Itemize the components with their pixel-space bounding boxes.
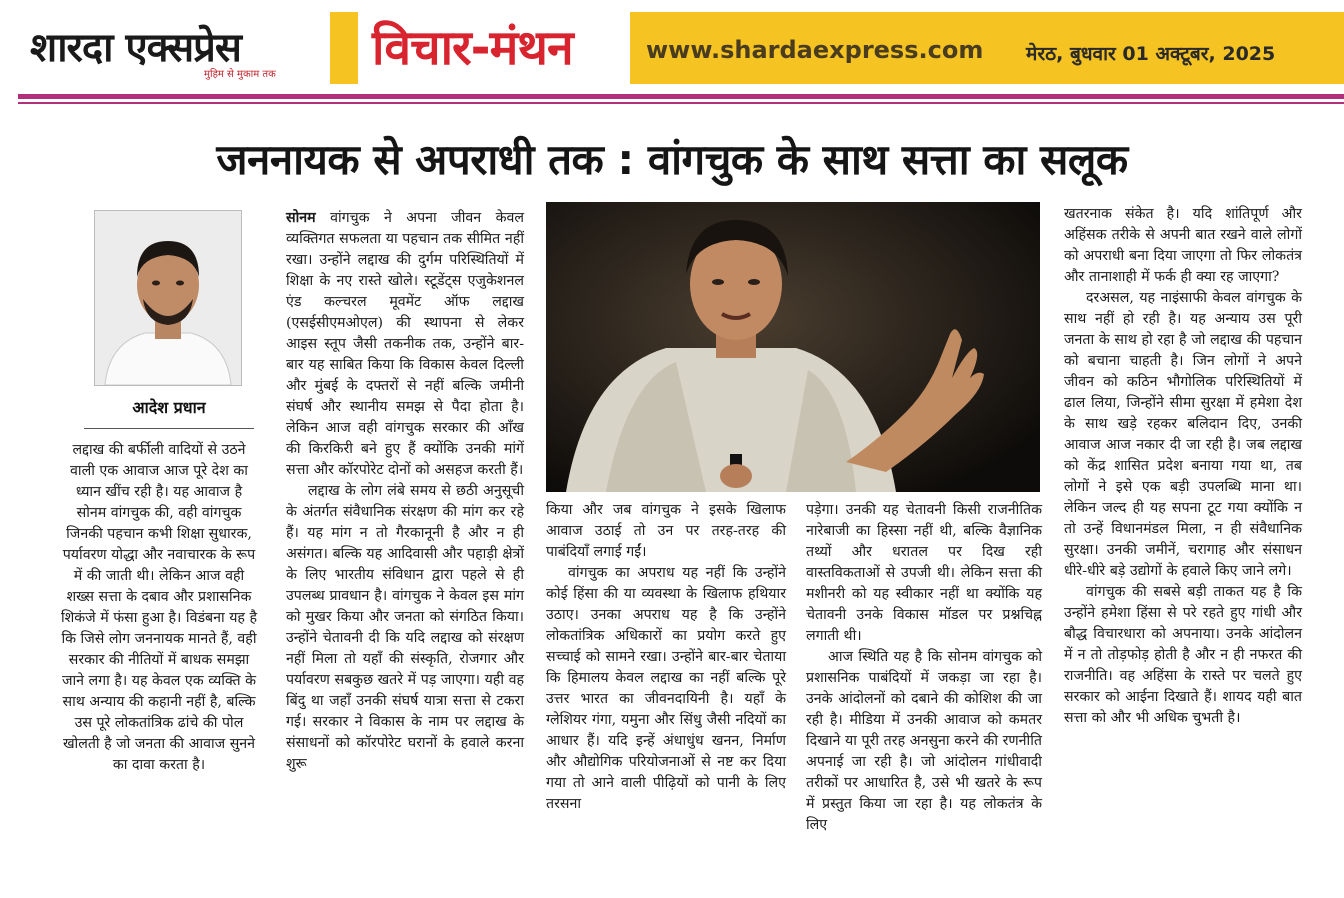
column-5-paragraph-3: वांगचुक की सबसे बड़ी ताकत यह है कि उन्होंने हमेशा हिंसा से परे रहते हुए गांधी और बौद्ध विचारधारा को अपनाया। उनके आंदोलन में न तो तोड़फोड़ होती है और न ही नफरत की राजनीति। वह अहिंसा के रास्ते पर चलते हुए सरकार को आईना दिखाते हैं। शायद यही बात सत्ता को और भी अधिक चुभती है। — [1064, 584, 1302, 726]
column-2-paragraph-1 — [286, 208, 524, 481]
article-headline: जननायक से अपराधी तक : वांगचुक के साथ सत्ता का सलूक — [216, 135, 1128, 184]
dateline: मेरठ, बुधवार 01 अक्टूबर, 2025 — [1026, 43, 1276, 65]
article-column-5 — [1064, 204, 1302, 729]
article-column-2 — [286, 208, 524, 775]
website-url: www.shardaexpress.com — [646, 36, 984, 64]
section-title: विचार-मंथन — [372, 20, 573, 76]
paper-tagline: मुहिम से मुकाम तक — [204, 69, 276, 80]
header-rule-thin — [18, 102, 1344, 104]
column-5-paragraph-1: खतरनाक संकेत है। यदि शांतिपूर्ण और अहिंसक तरीके से अपनी बात रखने वाले लोगों को अपराधी बना दिया जाएगा तो फिर लोकतंत्र और तानाशाही में फर्क ही क्या रह जाएगा? — [1064, 206, 1302, 285]
column-4-paragraph-1: पड़ेगा। उनकी यह चेतावनी किसी राजनीतिक नारेबाजी का हिस्सा नहीं थी, बल्कि वैज्ञानिक तथ्यों और धरातल पर दिख रही वास्तविकताओं से उपजी थी। लेकिन सत्ता की मशीनरी को यह स्वीकार नहीं था क्योंकि यह चेतावनी उनके विकास मॉडल पर प्रश्नचिह्न लगाती थी। — [806, 502, 1042, 644]
author-divider — [84, 428, 254, 429]
author-photo — [94, 210, 242, 386]
author-portrait-icon — [95, 211, 241, 385]
paper-name: शारदा एक्सप्रेस — [30, 25, 241, 71]
author-name: आदेश प्रधान — [132, 398, 206, 417]
column-1-paragraph: लद्दाख की बर्फीली वादियों से उठने वाली एक आवाज आज पूरे देश का ध्यान खींच रही है। यह आवाज है सोनम वांगचुक की, वही वांगचुक जिनकी पहचान कभी शिक्षा सुधारक, पर्यावरण योद्धा और नवाचारक के रूप में की जाती थी। लेकिन आज वही शख्स सत्ता के दबाव और प्रशासनिक शिकंजे में फंसा हुआ है। विडंबना यह है कि जिसे लोग जननायक मानते हैं, वही सरकार की नीतियों में बाधक समझा जाने लगा है। यह केवल एक व्यक्ति के साथ अन्याय की कहानी नहीं है, बल्कि उस पूरे लोकतांत्रिक ढांचे की पोल खोलती है जो जनता की आवाज सुनने का दावा करता है। — [60, 442, 258, 773]
article-column-3 — [546, 500, 786, 815]
column-3-paragraph-2: वांगचुक का अपराध यह नहीं कि उन्होंने कोई हिंसा की या व्यवस्था के खिलाफ हथियार उठाए। उनका अपराध यह है कि उन्होंने लोकतांत्रिक अधिकारों का प्रयोग करते हुए सच्चाई को सामने रखा। उन्होंने बार-बार चेताया कि हिमालय केवल लद्दाख का नहीं बल्कि पूरे उत्तर भारत का जीवनदायिनी है। यहाँ के ग्लेशियर गंगा, यमुना और सिंधु जैसी नदियों का आधार हैं। यदि इन्हें अंधाधुंध खनन, निर्माण और औद्योगिक परियोजनाओं से नष्ट कर दिया गया तो आने वाली पीढ़ियों को पानी के लिए तरसना — [546, 565, 786, 812]
column-4-paragraph-2: आज स्थिति यह है कि सोनम वांगचुक को प्रशासनिक पाबंदियों में जकड़ा जा रहा है। उनके आंदोलनों को दबाने की कोशिश की जा रही है। मीडिया में उनकी आवाज को कमतर दिखाने या पूरी तरह अनसुना करने की रणनीति अपनाई जा रही है। जो आंदोलन गांधीवादी तरीकों पर आधारित है, उसे भी खतरे के रूप में प्रस्तुत किया जा रहा है। यह लोकतंत्र के लिए — [806, 649, 1042, 833]
column-2-paragraph-2: लद्दाख के लोग लंबे समय से छठी अनुसूची के अंतर्गत संवैधानिक संरक्षण की मांग कर रहे हैं। यह मांग न तो गैरकानूनी है और न ही असंगत। बल्कि यह आदिवासी और पहाड़ी क्षेत्रों के लिए भारतीय संविधान द्वारा पहले से ही उपलब्ध प्रावधान है। वांगचुक ने केवल इस मांग को मुखर किया और जनता को संगठित किया। उन्होंने चेतावनी दी कि यदि लद्दाख को संरक्षण नहीं मिला तो यहाँ की संस्कृति, रोजगार और पर्यावरण सबकुछ खतरे में पड़ जाएगा। यही वह बिंदु था जहाँ उनकी संघर्ष यात्रा सत्ता से टकरा गई। सरकार ने विकास के नाम पर लद्दाख के संसाधनों को कॉरपोरेट घरानों के हवाले करना शुरू — [286, 483, 524, 772]
header-rule-thick — [18, 94, 1344, 99]
article-column-1 — [60, 440, 258, 776]
column-3-paragraph-1: किया और जब वांगचुक ने इसके खिलाफ आवाज उठाई तो उन पर तरह-तरह की पाबंदियाँ लगाई गईं। — [546, 502, 786, 560]
speaker-photo-icon — [546, 202, 1040, 492]
column-5-paragraph-2: दरअसल, यह नाइंसाफी केवल वांगचुक के साथ नहीं हो रही है। यह अन्याय उस पूरी जनता के साथ हो रहा है जो लद्दाख की पहचान को बचाना चाहती है। जिन लोगों ने अपने जीवन को कठिन भौगोलिक परिस्थितियों में ढाल लिया, जिन्होंने सीमा सुरक्षा में हमेशा देश के साथ खड़े रहकर बलिदान दिए, उनकी आवाज आज नकार दी जा रही है। जब लद्दाख को केंद्र शासित प्रदेश बनाया गया था, तब लोगों ने इसे एक बड़ी उपलब्धि माना था। लेकिन जल्द ही यह सपना टूट गया क्योंकि न तो उन्हें विधानमंडल मिला, न ही संवैधानिक सुरक्षा। उनकी जमीनें, चरागाह और संसाधन धीरे-धीरे बड़े उद्योगों के हवाले किए जाने लगे। — [1064, 290, 1302, 579]
column-2-paragraph-1-text: वांगचुक ने अपना जीवन केवल व्यक्तिगत सफलता या पहचान तक सीमित नहीं रखा। उन्होंने लद्दाख की दुर्गम परिस्थितियों में शिक्षा के नए रास्ते खोले। स्टूडेंट्स एजुकेशनल एंड कल्चरल मूवमेंट ऑफ लद्दाख (एसईसीएमओएल) की स्थापना से लेकर आइस स्तूप जैसी तकनीक तक, उन्होंने बार-बार यह साबित किया कि विकास केवल दिल्ली और मुंबई के दफ्तरों से नहीं बल्कि जमीनी संघर्ष और स्थानीय समझ से पैदा होता है। लेकिन आज वही वांगचुक सरकार की आँख की किरकिरी बने हुए हैं क्योंकि उनकी मांगें सत्ता और कॉरपोरेट दोनों को असहज करती हैं। — [286, 210, 524, 478]
article-photo — [546, 202, 1040, 492]
article-column-4 — [806, 500, 1042, 836]
lead-word: सोनम — [286, 210, 316, 226]
